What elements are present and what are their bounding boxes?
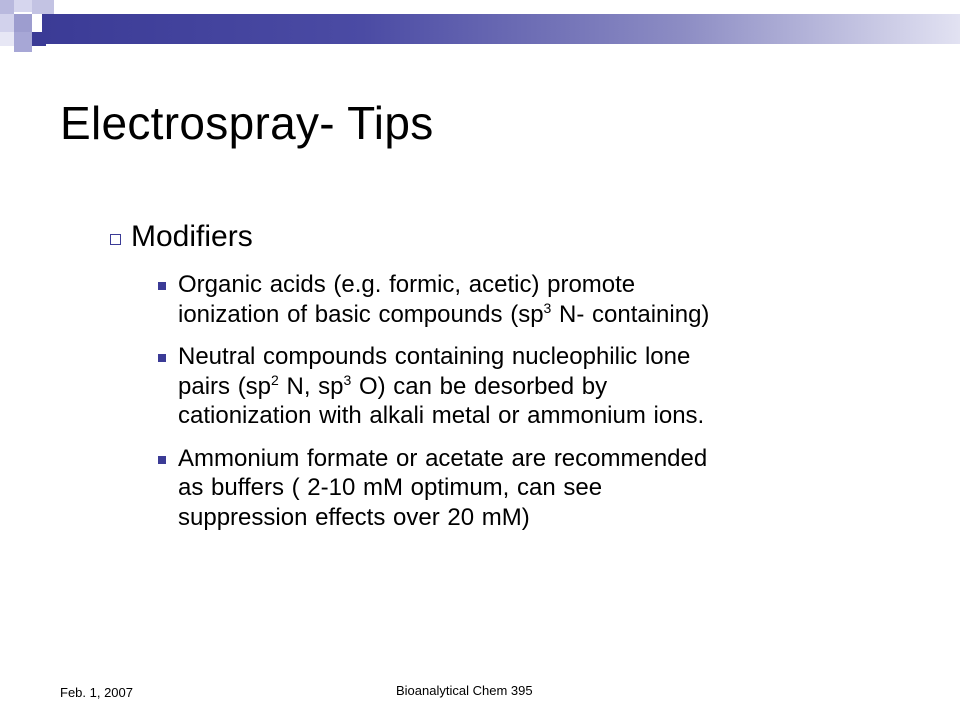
sub-bullet-item <box>158 270 918 329</box>
filled-square-bullet-icon <box>158 354 166 362</box>
sub-bullet-text <box>178 444 918 533</box>
text-segment: cationization with alkali metal or ammonium ions. <box>178 402 705 430</box>
text-segment: Organic acids (e.g. formic, acetic) promote <box>178 271 636 298</box>
footer-course: Bioanalytical Chem 395 <box>396 683 533 698</box>
text-segment: Neutral compounds containing nucleophilic lone <box>178 343 691 371</box>
header-square <box>0 0 14 14</box>
header-square <box>14 32 32 52</box>
text-line <box>178 372 918 402</box>
header-square <box>0 14 14 32</box>
sub-bullet-item <box>158 342 918 431</box>
sub-bullet-text <box>178 342 918 431</box>
text-line <box>178 342 918 372</box>
text-line <box>178 473 918 503</box>
superscript: 2 <box>271 371 279 388</box>
header-square <box>32 0 54 14</box>
text-segment: as buffers ( 2-10 mM optimum, can see <box>178 474 603 502</box>
text-segment: O) can be desorbed by <box>351 372 608 400</box>
level1-bullet-text: Modifiers <box>131 220 253 253</box>
hollow-square-bullet-icon <box>110 234 121 245</box>
text-line <box>178 444 918 474</box>
text-line <box>178 300 918 330</box>
sub-bullet-item <box>158 444 918 533</box>
header-square <box>14 14 32 32</box>
level1-bullet-item <box>110 220 253 254</box>
text-segment: ionization of basic compounds (sp <box>178 300 544 328</box>
sub-bullet-text <box>178 270 918 329</box>
filled-square-bullet-icon <box>158 282 166 290</box>
text-line <box>178 401 918 431</box>
text-segment: N, sp <box>278 372 344 400</box>
text-line <box>178 270 918 300</box>
text-segment: N- containing) <box>551 300 710 328</box>
superscript: 3 <box>543 299 552 316</box>
sub-bullet-list <box>158 270 918 545</box>
superscript: 3 <box>343 371 352 388</box>
slide-title: Electrospray- Tips <box>60 97 434 149</box>
filled-square-bullet-icon <box>158 456 166 464</box>
text-segment: pairs (sp <box>178 372 272 400</box>
text-segment: suppression effects over 20 mM) <box>178 503 530 531</box>
footer-date: Feb. 1, 2007 <box>60 685 133 700</box>
header-square <box>0 32 14 46</box>
header-square <box>14 0 32 12</box>
text-line <box>178 503 918 533</box>
text-segment: Ammonium formate or acetate are recommended <box>178 444 708 472</box>
header-gradient-bar <box>42 14 960 44</box>
